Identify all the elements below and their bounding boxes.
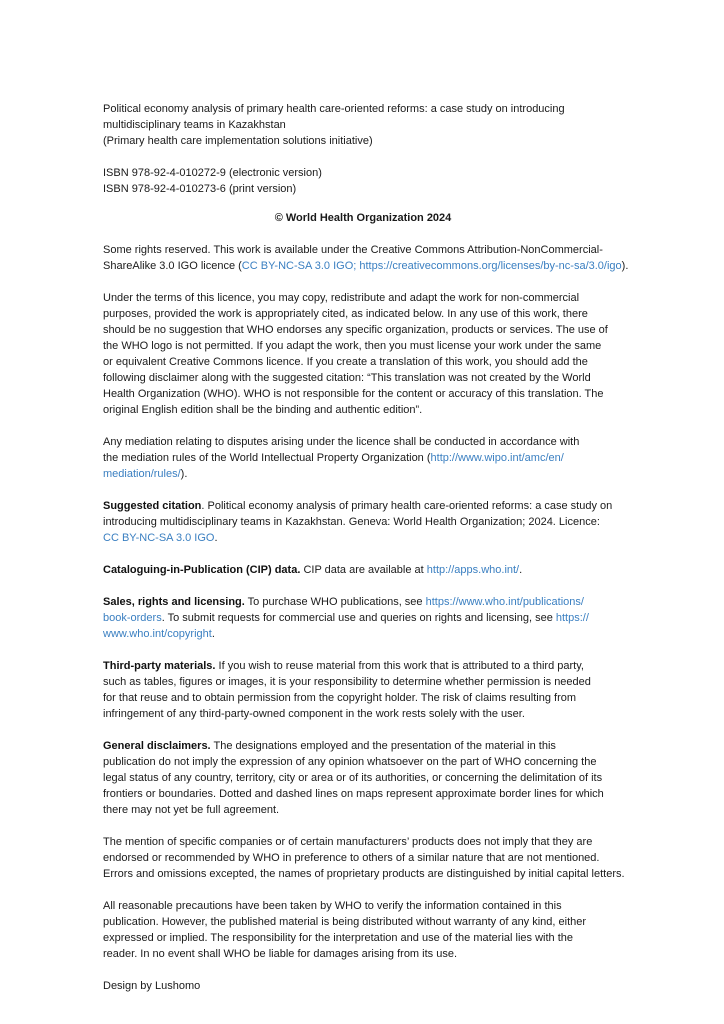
publications-link-cont[interactable]: book-orders	[103, 612, 162, 624]
precautions-line: All reasonable precautions have been taken by WHO to verify the information contained in this	[103, 900, 562, 912]
cip-link[interactable]: http://apps.who.int/	[426, 564, 520, 576]
companies-line: endorsed or recommended by WHO in preference to others of a similar nature that are not mentioned.	[103, 852, 600, 864]
disclaimers-text: The designations employed and the presentation of the material in this	[210, 740, 556, 752]
mediation-line-2	[103, 450, 623, 466]
title-line-2: multidisciplinary teams in Kazakhstan	[103, 119, 286, 131]
precautions-line: reader. In no event shall WHO be liable for damages arising from its use.	[103, 948, 458, 960]
isbn-block	[103, 165, 623, 197]
third-party-line: for that reuse and to obtain permission from the copyright holder. The risk of claims resulting from	[103, 692, 577, 704]
mediation-line-1: Any mediation relating to disputes arising under the licence shall be conducted in accordance with	[103, 436, 580, 448]
citation-paragraph	[103, 498, 623, 546]
copyright-notice: © World Health Organization 2024	[274, 212, 452, 224]
sales-text-end: .	[211, 628, 215, 640]
disclaimers-line-1	[103, 738, 623, 754]
sales-text: To purchase WHO publications, see	[244, 596, 426, 608]
companies-paragraph	[103, 834, 623, 882]
third-party-line: infringement of any third-party-owned component in the work rests solely with the user.	[103, 708, 525, 720]
citation-line-2: introducing multidisciplinary teams in Kazakhstan. Geneva: World Health Organization; 2024. Licence:	[103, 516, 600, 528]
disclaimers-label: General disclaimers.	[103, 740, 211, 752]
sales-line-1	[103, 594, 623, 610]
terms-line: the WHO logo is not permitted. If you adapt the work, then you must license your work under the same	[103, 340, 602, 352]
title-line-1: Political economy analysis of primary health care-oriented reforms: a case study on introducing	[103, 103, 565, 115]
precautions-line: publication. However, the published material is being distributed without warranty of any kind, either	[103, 916, 587, 928]
citation-text-end: .	[214, 532, 218, 544]
sales-text-2: . To submit requests for commercial use and queries on rights and licensing, see	[161, 612, 556, 624]
copyright-link[interactable]: https://	[555, 612, 589, 624]
terms-line: purposes, provided the work is appropriately cited, as indicated below. In any use of this work, there	[103, 308, 588, 320]
cip-text: CIP data are available at	[300, 564, 427, 576]
terms-line: should be no suggestion that WHO endorses any specific organization, products or services. The use of	[103, 324, 608, 336]
precautions-line: expressed or implied. The responsibility for the interpretation and use of the material lies with the	[103, 932, 573, 944]
cip-paragraph	[103, 562, 623, 578]
rights-line-2	[103, 258, 629, 274]
disclaimers-line: frontiers or boundaries. Dotted and dashed lines on maps represent approximate border lines for which	[103, 788, 604, 800]
companies-line: The mention of specific companies or of certain manufacturers’ products does not imply that they are	[103, 836, 593, 848]
citation-label: Suggested citation	[103, 500, 202, 512]
sales-paragraph	[103, 594, 623, 642]
citation-text: . Political economy analysis of primary health care-oriented reforms: a case study on	[201, 500, 613, 512]
mediation-line-3	[103, 466, 623, 482]
disclaimers-line: legal status of any country, territory, city or area or of its authorities, or concerning the delimitation of its	[103, 772, 603, 784]
mediation-text: the mediation rules of the World Intellectual Property Organization (	[103, 452, 431, 464]
companies-line: Errors and omissions excepted, the names of proprietary products are distinguished by initial capital letters.	[103, 868, 625, 880]
disclaimers-line: there may not yet be full agreement.	[103, 804, 280, 816]
wipo-link[interactable]: http://www.wipo.int/amc/en/	[430, 452, 564, 464]
disclaimers-paragraph	[103, 738, 623, 818]
sales-line-3	[103, 626, 623, 642]
page-content	[103, 101, 629, 994]
rights-paragraph	[103, 242, 629, 274]
terms-line: Under the terms of this licence, you may copy, redistribute and adapt the work for non-commercial	[103, 292, 580, 304]
disclaimers-line: publication do not imply the expression of any opinion whatsoever on the part of WHO concerning the	[103, 756, 597, 768]
cip-label: Cataloguing-in-Publication (CIP) data.	[103, 564, 301, 576]
terms-line: following disclaimer along with the suggested citation: “This translation was not created by the World	[103, 372, 591, 384]
third-party-label: Third-party materials.	[103, 660, 216, 672]
wipo-link-cont[interactable]: mediation/rules/	[103, 468, 181, 480]
rights-text: ShareAlike 3.0 IGO licence (	[103, 260, 242, 272]
cip-text-end: .	[519, 564, 523, 576]
isbn-print: ISBN 978-92-4-010273-6 (print version)	[103, 183, 297, 195]
sales-label: Sales, rights and licensing.	[103, 596, 245, 608]
cip-line	[103, 562, 623, 578]
third-party-line-1	[103, 658, 623, 674]
precautions-paragraph	[103, 898, 623, 962]
citation-line-1	[103, 498, 623, 514]
terms-line: original English edition shall be the binding and authentic edition”.	[103, 404, 423, 416]
third-party-paragraph	[103, 658, 623, 722]
publications-link[interactable]: https://www.who.int/publications/	[425, 596, 584, 608]
terms-line: Health Organization (WHO). WHO is not responsible for the content or accuracy of this translation. The	[103, 388, 604, 400]
third-party-line: such as tables, figures or images, it is your responsibility to determine whether permission is needed	[103, 676, 591, 688]
sales-line-2	[103, 610, 623, 626]
terms-paragraph	[103, 290, 623, 418]
rights-text-end: ).	[621, 260, 629, 272]
mediation-text-end: ).	[180, 468, 188, 480]
terms-line: or equivalent Creative Commons licence. If you create a translation of this work, you should add the	[103, 356, 588, 368]
copyright-link-cont[interactable]: www.who.int/copyright	[103, 628, 212, 640]
series-name: (Primary health care implementation solutions initiative)	[103, 135, 373, 147]
title-block	[103, 101, 623, 149]
isbn-electronic: ISBN 978-92-4-010272-9 (electronic version)	[103, 167, 322, 179]
design-credit: Design by Lushomo	[103, 980, 201, 992]
licence-link[interactable]: CC BY-NC-SA 3.0 IGO; https://creativecommons.org/licenses/by-nc-sa/3.0/igo	[241, 260, 622, 272]
mediation-paragraph	[103, 434, 623, 482]
citation-line-3	[103, 530, 623, 546]
rights-line-1: Some rights reserved. This work is available under the Creative Commons Attribution-NonCommercial-	[103, 244, 603, 256]
third-party-text: If you wish to reuse material from this work that is attributed to a third party,	[215, 660, 584, 672]
citation-licence-link[interactable]: CC BY-NC-SA 3.0 IGO	[103, 532, 215, 544]
